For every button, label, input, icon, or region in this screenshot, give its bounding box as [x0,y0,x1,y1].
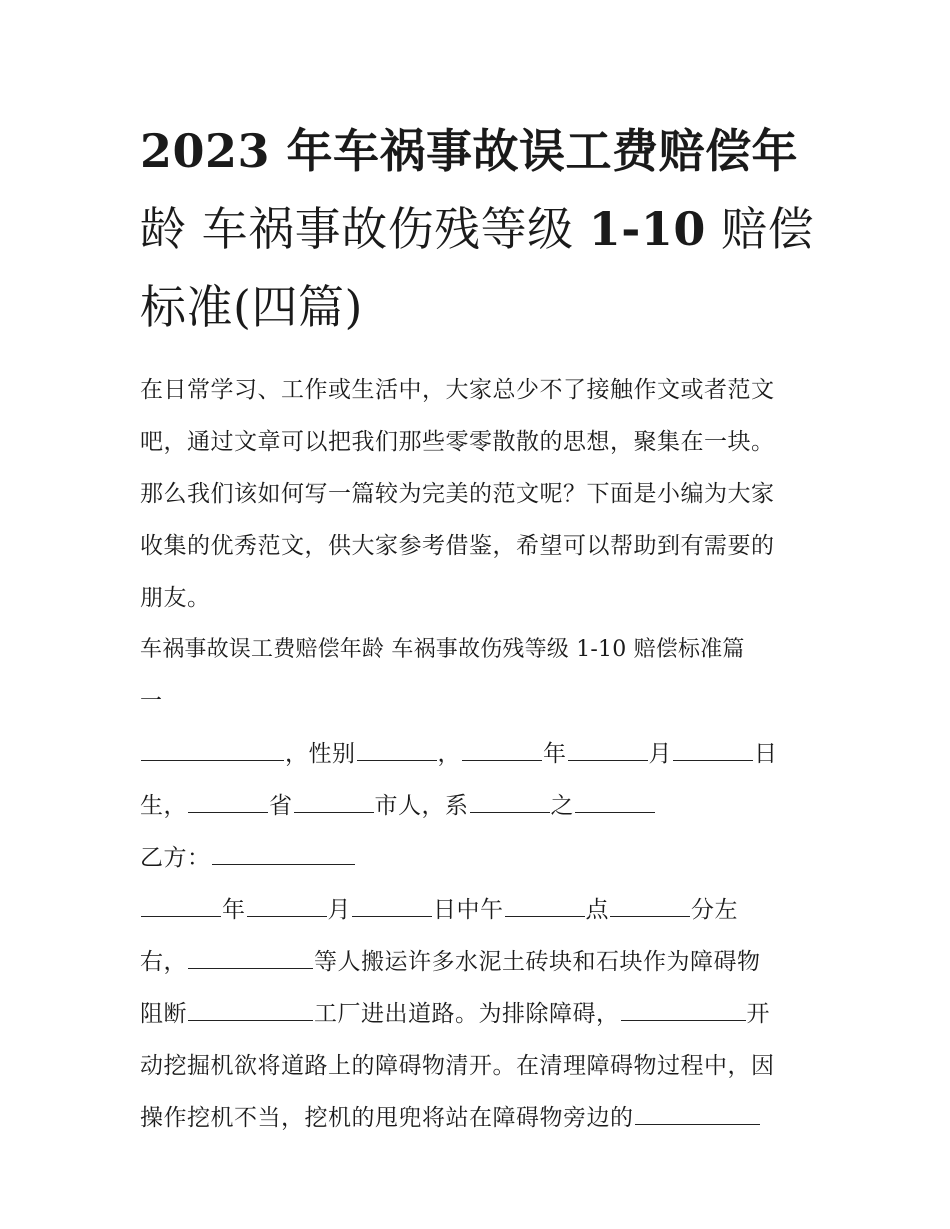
blank-field [635,1104,760,1125]
body-text: 分左 [691,897,738,923]
body-text: 月 [327,897,351,923]
blank-field [352,896,432,917]
blank-field [357,740,437,761]
body-text: 等人搬运许多水泥土砖块和石块作为障碍物 [314,949,761,975]
intro-line-1: 在日常学习、工作或生活中，大家总少不了接触作文或者范文 [140,377,775,403]
body-text: 操作挖机不当，挖机的甩兜将站在障碍物旁边的 [140,1105,634,1131]
body-text: 市人，系 [374,793,469,819]
body-text: 乙方： [140,845,211,871]
blank-field [621,1000,746,1021]
intro-line-4: 收集的优秀范文，供大家参考借鉴，希望可以帮助到有需要的 [140,533,775,559]
blank-field [673,740,753,761]
intro-line-5: 朋友。 [140,585,211,611]
title-line-2-number: 1-10 [588,202,706,256]
body-line-4 [140,884,820,936]
body-line-7: 动挖掘机欲将道路上的障碍物清开。在清理障碍物过程中，因 [140,1053,775,1079]
contract-body [140,728,820,1144]
document-title [140,112,820,346]
blank-field [610,896,690,917]
body-text: 日 [754,741,778,767]
body-text: 省 [269,793,293,819]
blank-field [188,792,268,813]
body-text: 年 [543,741,567,767]
body-line-1 [140,728,820,780]
body-text: 生， [140,793,187,819]
intro-line-2: 吧，通过文章可以把我们那些零零散散的思想，聚集在一块。 [140,429,775,455]
body-text: 工厂进出道路。为排除障碍， [314,1001,620,1027]
body-line-2 [140,780,820,832]
title-line-3: 标准(四篇) [140,280,363,334]
blank-field [141,740,284,761]
title-line-2-text-a: 龄 车祸事故伤残等级 [140,202,589,256]
blank-field [575,792,655,813]
body-line-5 [140,936,820,988]
body-text: ， [437,741,461,767]
body-line-3 [140,832,820,884]
title-line-1: 2023 年车祸事故误工费赔偿年 [140,124,799,178]
blank-field [294,792,374,813]
blank-field [188,948,313,969]
body-text: ，性别 [285,741,356,767]
blank-field [141,896,221,917]
body-text: 阻断 [140,1001,187,1027]
document-page [140,112,820,1144]
blank-field [212,844,355,865]
title-line-2-text-c: 赔偿 [705,202,814,256]
body-text: 日中午 [433,897,504,923]
body-text: 年 [222,897,246,923]
blank-field [470,792,550,813]
body-text: 之 [550,793,574,819]
intro-line-3: 那么我们该如何写一篇较为完美的范文呢？下面是小编为大家 [140,481,775,507]
body-line-6 [140,988,820,1040]
blank-field [462,740,542,761]
body-text: 月 [648,741,672,767]
section-heading [140,624,820,728]
title-line-2 [140,190,820,268]
body-text: 点 [585,897,609,923]
blank-field [505,896,585,917]
section-heading-line-2: 一 [140,689,163,714]
blank-field [568,740,648,761]
section-heading-line-1: 车祸事故误工费赔偿年龄 车祸事故伤残等级 1-10 赔偿标准篇 [140,637,745,662]
body-text: 右， [140,949,187,975]
body-line-8 [140,1092,820,1144]
blank-field [188,1000,313,1021]
intro-paragraph [140,364,820,624]
body-text: 开 [746,1001,770,1027]
blank-field [247,896,327,917]
